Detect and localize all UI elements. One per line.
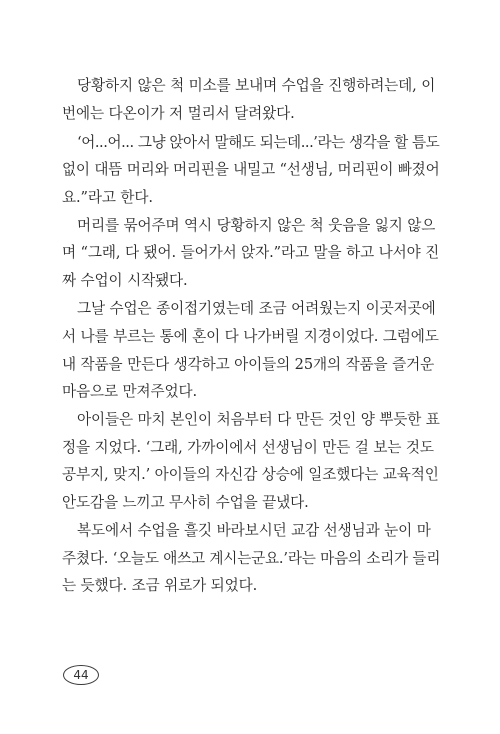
paragraph-5-line-1: 아이들은 마치 본인이 처음부터 다 만든 것인 양 뿌듯한 표 [77,411,440,428]
paragraph-4-line-4: 마음으로 만져주었다. [62,383,198,400]
paragraph-5-line-3: 공부지, 맞지.’ 아이들의 자신감 상승에 일조했다는 교육적인 [62,466,439,483]
paragraph-5-line-4: 안도감을 느끼고 무사히 수업을 끝냈다. [62,494,309,511]
paragraph-3-line-3: 짜 수업이 시작됐다. [62,272,188,289]
paragraph-4-line-3: 내 작품을 만든다 생각하고 아이들의 25개의 작품을 즐거운 [62,356,435,373]
page-number: 44 [63,665,99,685]
paragraph-1-line-2: 번에는 다온이가 저 멀리서 달려왔다. [62,105,295,122]
paragraph-2-line-2: 없이 대뜸 머리와 머리핀을 내밀고 “선생님, 머리핀이 빠졌어 [62,161,440,178]
paragraph-2-line-3: 요.”라고 한다. [62,189,153,206]
paragraph-5-line-2: 정을 지었다. ‘그래, 가까이에서 선생님이 만든 걸 보는 것도 [62,439,434,456]
paragraph-4-line-1: 그날 수업은 종이접기였는데 조금 어려웠는지 이곳저곳에 [77,300,436,317]
paragraph-4-line-2: 서 나를 부르는 통에 혼이 다 나가버릴 지경이었다. 그럼에도 [62,328,439,345]
paragraph-3-line-2: 며 “그래, 다 됐어. 들어가서 앉자.”라고 말을 하고 나서야 진 [62,244,440,261]
paragraph-2-line-1: ‘어...어... 그냥 앉아서 말해도 되는데...’라는 생각을 할 틈도 [77,134,440,151]
paragraph-6-line-2: 주쳤다. ‘오늘도 애쓰고 계시는군요.’라는 마음의 소리가 들리 [62,550,441,567]
paragraph-3-line-1: 머리를 묶어주며 역시 당황하지 않은 척 웃음을 잃지 않으 [77,217,436,234]
paragraph-1-line-1: 당황하지 않은 척 미소를 보내며 수업을 진행하려는데, 이 [77,77,436,94]
paragraph-6-line-3: 는 듯했다. 조금 위로가 되었다. [62,577,258,594]
paragraph-6-line-1: 복도에서 수업을 흘깃 바라보시던 교감 선생님과 눈이 마 [77,522,431,539]
